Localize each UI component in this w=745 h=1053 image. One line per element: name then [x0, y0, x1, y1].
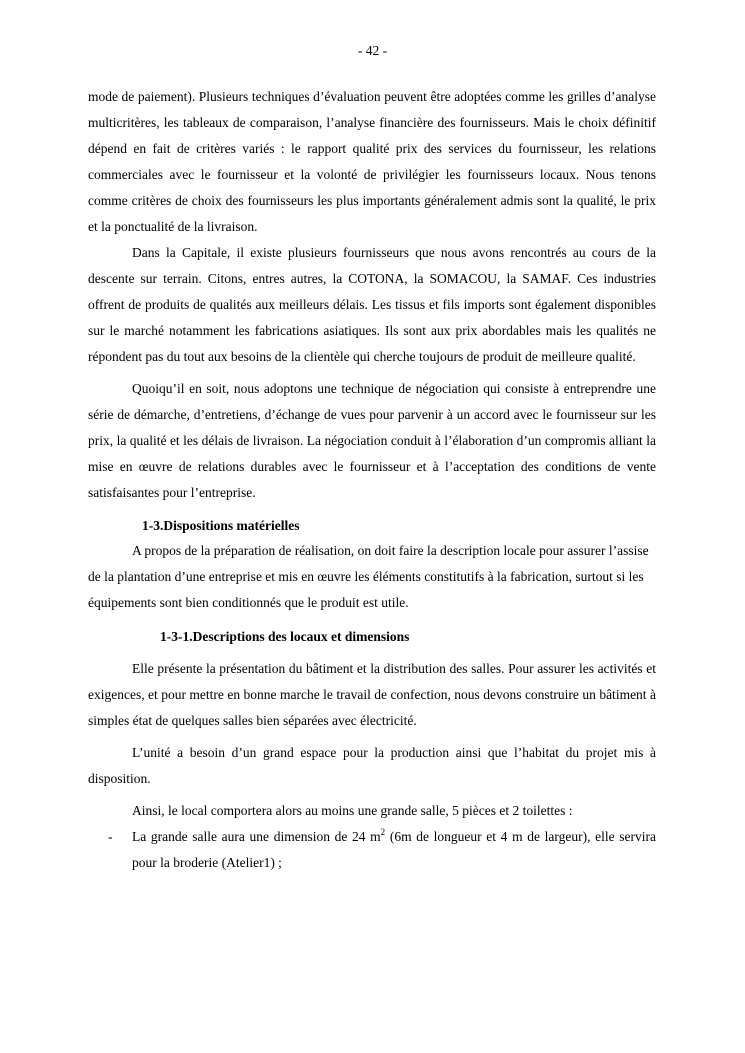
paragraph-5: Elle présente la présentation du bâtiment et la distribution des salles. Pour assurer les activités et exigences, et pour mettre en bonne marche le travail de confection, nous devons construire un bâtiment à simples état de quelques salles bien séparées avec électricité.	[88, 661, 656, 728]
list-item	[88, 824, 656, 876]
section-heading-1-3: 1-3.Dispositions matérielles	[142, 518, 300, 533]
bullet-text-after: (6m de longueur et 4 m de largeur), elle servira pour la broderie (Atelier1) ;	[132, 829, 657, 870]
bullet-text-before: La grande salle aura une dimension de 24 m	[132, 829, 381, 844]
bullet-superscript: 2	[380, 827, 386, 837]
paragraph-7: Ainsi, le local comportera alors au moins une grande salle, 5 pièces et 2 toilettes :	[132, 803, 573, 818]
page-number: - 42 -	[357, 43, 388, 58]
paragraph-4: A propos de la préparation de réalisation, on doit faire la description locale pour assurer l’assise de la plantation d’une entreprise et mis en œuvre les éléments constitutifs à la fabrication, surtout si les équipements sont bien conditionnés que le produit est utile.	[88, 543, 649, 610]
section-heading-1-3-1: 1-3-1.Descriptions des locaux et dimensions	[160, 629, 410, 644]
paragraph-1: mode de paiement). Plusieurs techniques d’évaluation peuvent être adoptées comme les grilles d’analyse multicritères, les tableaux de comparaison, l’analyse financière des fournisseurs. Mais le choix définitif dépend en fait de critères variés : le rapport qualité prix des services du fournisseur, les relations commerciales avec le fournisseur et la volonté de privilégier les fournisseurs locaux. Nous tenons comme critères de choix des fournisseurs les plus importants généralement admis sont la qualité, le prix et la ponctualité de la livraison.	[88, 89, 656, 234]
page-body	[88, 0, 656, 876]
paragraph-3: Quoiqu’il en soit, nous adoptons une technique de négociation qui consiste à entreprendre une série de démarche, d’entretiens, d’échange de vues pour parvenir à un accord avec le fournisseur sur les prix, la qualité et les délais de livraison. La négociation conduit à l’élaboration d’un compromis alliant la mise en œuvre de relations durables avec le fournisseur et à l’acceptation des conditions de vente satisfaisantes pour l’entreprise.	[88, 381, 656, 500]
paragraph-6: L’unité a besoin d’un grand espace pour la production ainsi que l’habitat du projet mis à disposition.	[88, 745, 656, 786]
bullet-dash: -	[108, 829, 113, 844]
paragraph-2: Dans la Capitale, il existe plusieurs fournisseurs que nous avons rencontrés au cours de la descente sur terrain. Citons, entres autres, la COTONA, la SOMACOU, la SAMAF. Ces industries offrent de produits de qualités aux meilleurs délais. Les tissus et fils imports sont également disponibles sur le marché notamment les fabrications asiatiques. Ils sont aux prix abordables mais les qualités ne répondent pas du tout aux besoins de la clientèle qui cherche toujours de produit de meilleure qualité.	[88, 245, 656, 364]
